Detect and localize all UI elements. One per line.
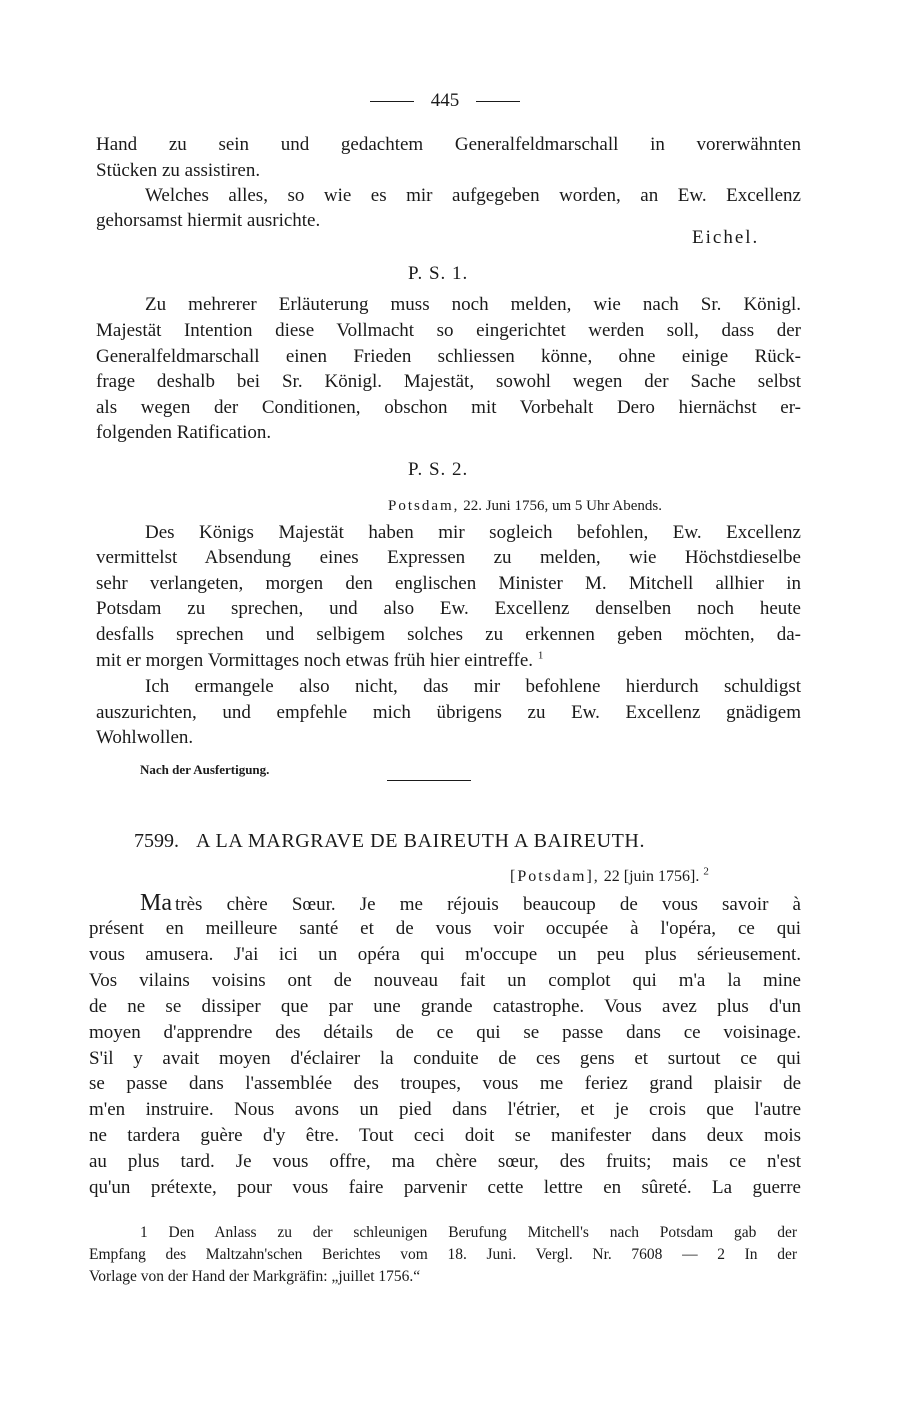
text-line: Ich ermangele also nicht, das mir befohlene hierdurch schuldigst [145,676,801,697]
source-note: Nach der Ausfertigung. [140,762,270,777]
text-line: m'en instruire. Nous avons un pied dans l'étrier, et je crois que l'autre [89,1099,801,1120]
text-line: als wegen der Conditionen, obschon mit Vorbehalt Dero hiernächst er- [96,397,801,418]
text-line: de ne se dissiper que par une grande catastrophe. Vous avez plus d'un [89,996,801,1017]
ps2-dateline [388,493,662,519]
footnote-line: Vorlage von der Hand der Markgräfin: „juillet 1756.“ [89,1268,421,1285]
letter-place: [Potsdam], [510,868,600,885]
text-line: sehr verlangeten, morgen den englischen Minister M. Mitchell allhier in [96,573,801,594]
ps2-place: Potsdam, [388,498,460,514]
page-header [370,88,520,114]
section-divider [387,780,471,781]
text-line: au plus tard. Je vous offre, ma chère sœur, des fruits; mais ce n'est [89,1151,801,1172]
letter-heading [134,828,645,854]
text-line: Wohlwollen. [96,727,194,748]
letter-date: 22 [juin 1756]. [603,868,700,885]
letter-number: 7599. [134,830,179,852]
text-line: Vos vilains voisins ont de nouveau fait un complot qui m'a la mine [89,970,801,991]
ps1-heading: P. S. 1. [408,263,469,284]
text-line: folgenden Ratification. [96,422,272,443]
footnote-line: 1 Den Anlass zu der schleunigen Berufung Mitchell's nach Potsdam gab der [140,1224,797,1241]
text-line: moyen d'apprendre des détails de ce qui se passe dans ce voisinage. [89,1022,801,1043]
text-line: présent en meilleure santé et de vous voir occupée à l'opéra, ce qui [89,918,801,939]
letter-first-line [140,890,801,918]
text-line: gehorsamst hiermit ausrichte. [96,210,321,231]
footnote-line: Empfang des Maltzahn'schen Berichtes vom 18. Juni. Vergl. Nr. 7608 — 2 In der [89,1246,797,1263]
text-line: vous amusera. J'ai ici un opéra qui m'occupe un peu plus sérieusement. [89,944,801,965]
text-line-with-footnote [96,648,543,674]
text-line: Majestät Intention diese Vollmacht so eingerichtet werden soll, dass der [96,320,801,341]
text-line: ne tardera guère d'y être. Tout ceci doit se manifester dans deux mois [89,1125,801,1146]
text-line: S'il y avait moyen d'éclairer la conduite de ces gens et surtout ce qui [89,1048,801,1069]
letter-dateline [510,864,709,890]
text-line: mit er morgen Vormittages noch etwas früh hier eintreffe. [96,650,534,671]
signature: Eichel. [692,227,760,248]
text-line: se passe dans l'assemblée des troupes, vous me feriez grand plaisir de [89,1073,801,1094]
letter-initial: Ma [140,890,172,916]
text-line: qu'un prétexte, pour vous faire parvenir cette lettre en sûreté. La guerre [89,1177,801,1198]
text-line: frage deshalb bei Sr. Königl. Majestät, sowohl wegen der Sache selbst [96,371,801,392]
header-dash-left [370,101,414,102]
header-dash-right [476,101,520,102]
footnote-marker: 2 [703,865,709,878]
ps2-heading: P. S. 2. [408,459,469,480]
letter-title: A LA MARGRAVE DE BAIREUTH A BAIREUTH. [196,830,646,852]
text-line: Generalfeldmarschall einen Frieden schliessen könne, ohne einige Rück- [96,346,801,367]
ps2-date: 22. Juni 1756, um 5 Uhr Abends. [463,498,662,514]
text-line: Zu mehrerer Erläuterung muss noch melden, wie nach Sr. Königl. [145,294,801,315]
text-line: vermittelst Absendung eines Expressen zu melden, wie Höchstdieselbe [96,547,801,568]
footnote-marker: 1 [537,649,544,662]
text-line: Potsdam zu sprechen, und also Ew. Excellenz denselben noch heute [96,598,801,619]
text-line: auszurichten, und empfehle mich übrigens zu Ew. Excellenz gnädigem [96,702,801,723]
text-line: Des Königs Majestät haben mir sogleich befohlen, Ew. Excellenz [145,522,801,543]
page-number: 445 [430,90,460,111]
text-line: Welches alles, so wie es mir aufgegeben worden, an Ew. Excellenz [145,185,801,206]
text-line: Hand zu sein und gedachtem Generalfeldmarschall in vorerwähnten [96,134,801,155]
text-line: très chère Sœur. Je me réjouis beaucoup de vous savoir à [175,894,801,915]
text-line: desfalls sprechen und selbigem solches zu erkennen geben möchten, da- [96,624,801,645]
text-line: Stücken zu assistiren. [96,160,261,181]
